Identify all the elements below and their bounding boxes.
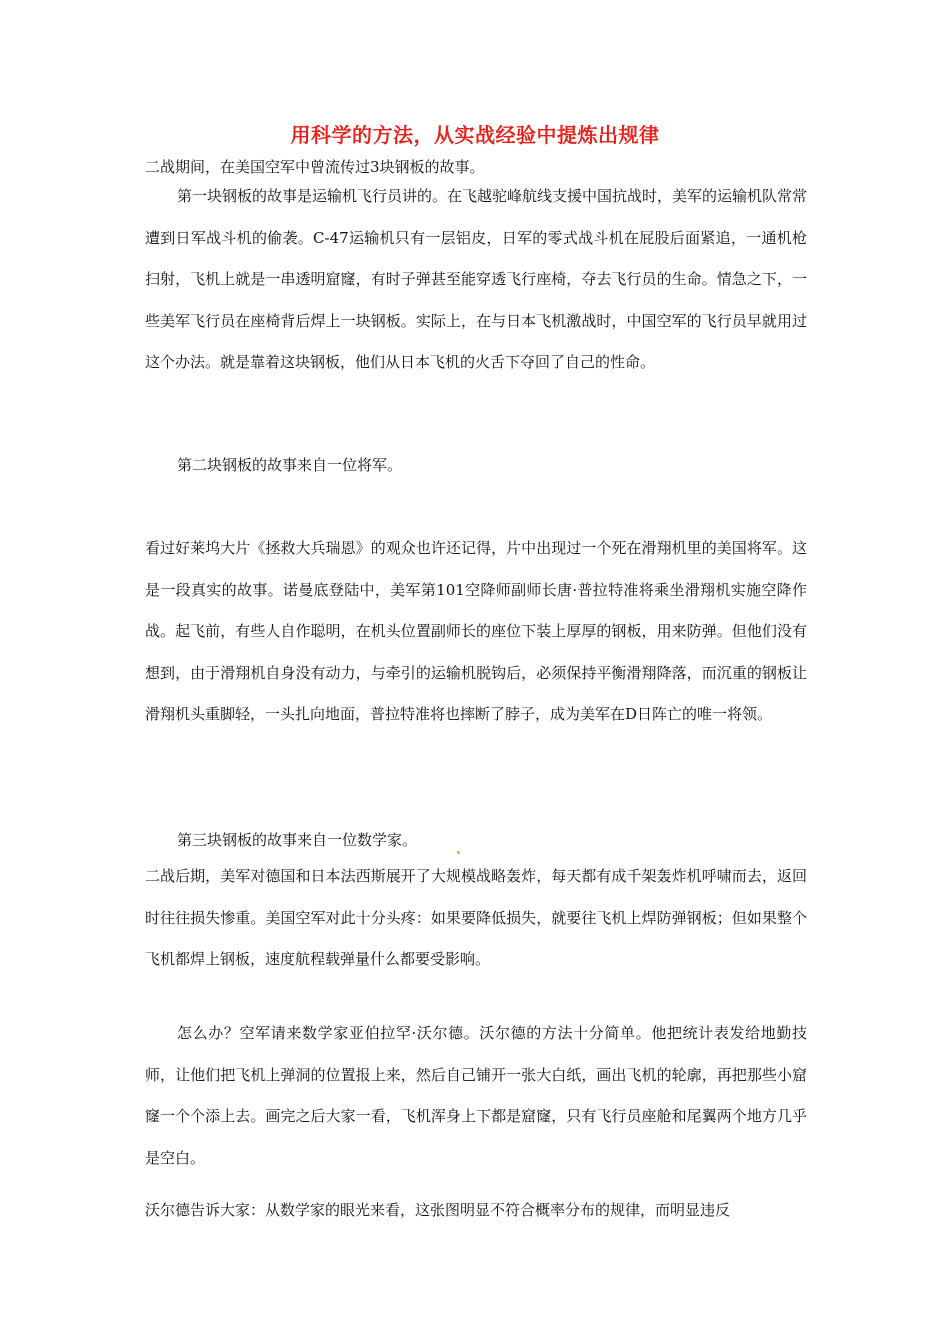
document-title: 用科学的方法，从实战经验中提炼出规律 — [290, 123, 660, 147]
ink-marker — [457, 851, 460, 854]
paragraph-wald-method: 怎么办？空军请来数学家亚伯拉罕·沃尔德。沃尔德的方法十分简单。他把统计表发给地勤技师，让他们把飞机上弹洞的位置报上来，然后自己铺开一张大白纸，画出飞机的轮廓，再把那些小窟窿一个个添上去。画完之后大家一看，飞机浑身上下都是窟窿，只有飞行员座舱和尾翼两个地方几乎是空白。 — [145, 1024, 807, 1167]
paragraph-intro: 二战期间，在美国空军中曾流传过3块钢板的故事。 — [145, 158, 485, 176]
paragraph-second-plate: 看过好莱坞大片《拯救大兵瑞恩》的观众也许还记得，片中出现过一个死在滑翔机里的美国将军。这是一段真实的故事。诺曼底登陆中，美军第101空降师副师长唐·普拉特准将乘坐滑翔机实施空降作战。起飞前，有些人自作聪明，在机头位置副师长的座位下装上厚厚的钢板，用来防弹。但他们没有想到，由于滑翔机自身没有动力，与牵引的运输机脱钩后，必须保持平衡滑翔降落，而沉重的钢板让滑翔机头重脚轻，一头扎向地面，普拉特准将也摔断了脖子，成为美军在D日阵亡的唯一将领。 — [145, 539, 807, 723]
paragraph-second-plate-heading: 第二块钢板的故事来自一位将军。 — [177, 456, 403, 474]
paragraph-third-plate-heading: 第三块钢板的故事来自一位数学家。 — [177, 831, 418, 849]
paragraph-third-plate: 二战后期，美军对德国和日本法西斯展开了大规模战略轰炸，每天都有成千架轰炸机呼啸而去，返回时往往损失惨重。美国空军对此十分头疼：如果要降低损失，就要往飞机上焊防弹钢板；但如果整个飞机都焊上钢板，速度航程载弹量什么都要受影响。 — [145, 867, 807, 968]
paragraph-first-plate: 第一块钢板的故事是运输机飞行员讲的。在飞越驼峰航线支援中国抗战时，美军的运输机队常常遭到日军战斗机的偷袭。C-47运输机只有一层铝皮，日军的零式战斗机在屁股后面紧追，一通机枪扫射，飞机上就是一串透明窟窿，有时子弹甚至能穿透飞行座椅，夺去飞行员的生命。情急之下，一些美军飞行员在座椅背后焊上一块钢板。实际上，在与日本飞机激战时，中国空军的飞行员早就用过这个办法。就是靠着这块钢板，他们从日本飞机的火舌下夺回了自己的性命。 — [145, 187, 808, 371]
paragraph-wald-conclusion: 沃尔德告诉大家：从数学家的眼光来看，这张图明显不符合概率分布的规律，而明显违反 — [145, 1201, 731, 1219]
